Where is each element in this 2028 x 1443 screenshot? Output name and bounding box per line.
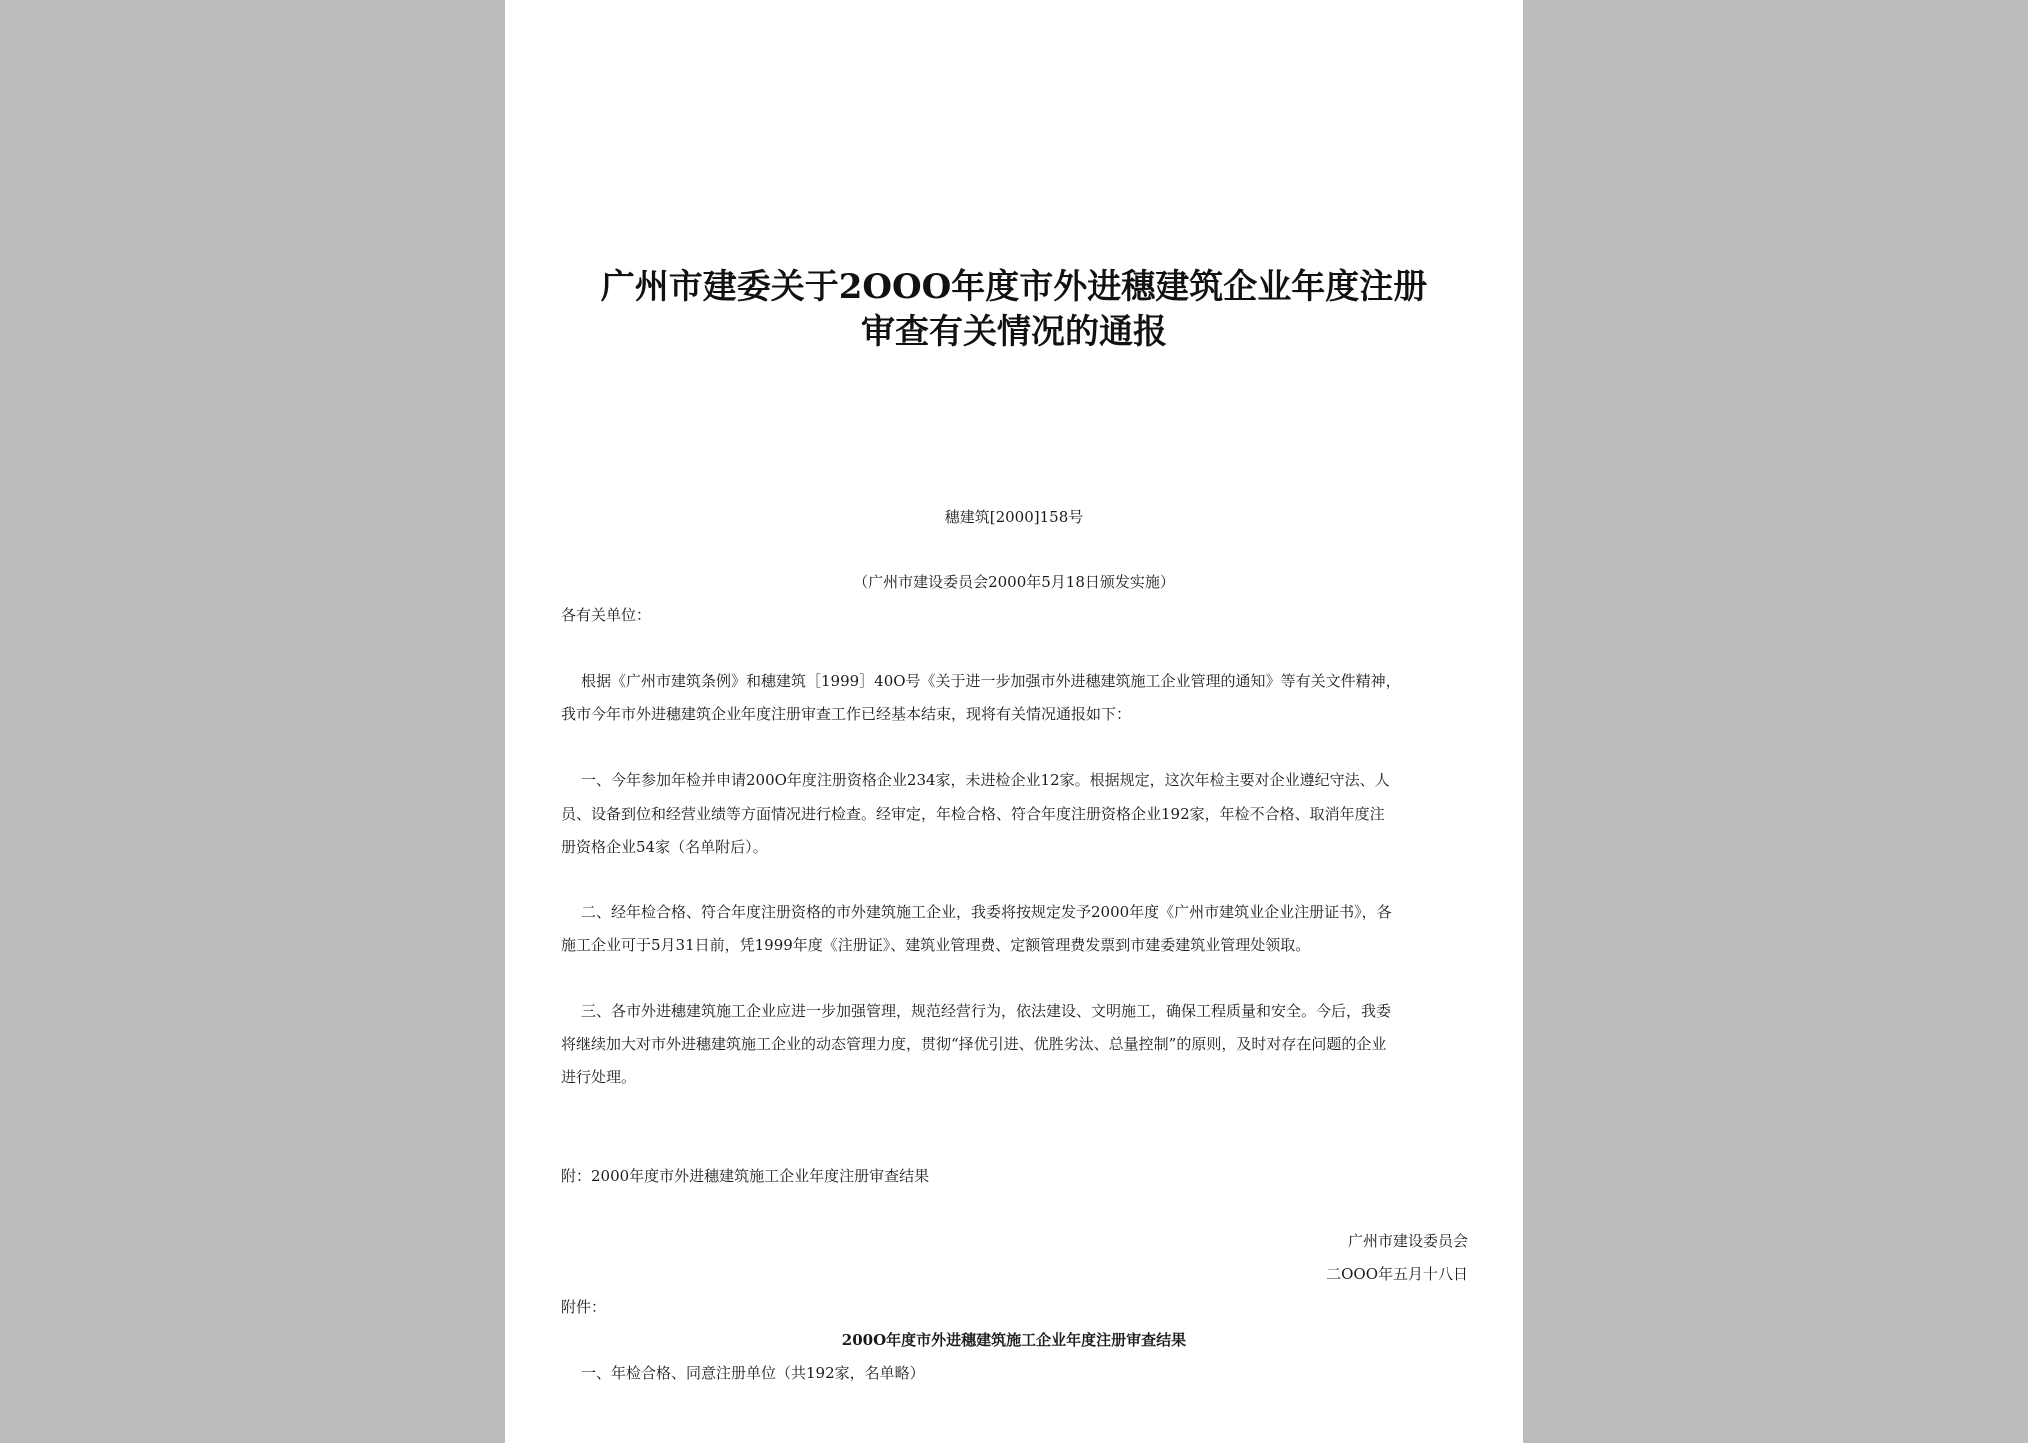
para-2-line-1: 二、经年检合格、符合年度注册资格的市外建筑施工企业，我委将按规定发予2000年度《广州市建筑业企业注册证书》，各: [581, 903, 1392, 921]
para-3-line-1: 三、各市外进穗建筑施工企业应进一步加强管理，规范经营行为，依法建设、文明施工，确保工程质量和安全。今后，我委: [581, 1002, 1392, 1020]
para-1-line-3: 册资格企业54家（名单附后）。: [561, 838, 768, 856]
annex-label: 附件：: [561, 1298, 607, 1316]
para-1-line-1: 一、今年参加年检并申请200O年度注册资格企业234家，未进检企业12家。根据规定，这次年检主要对企业遵纪守法、人: [581, 771, 1390, 789]
para-1-line-2: 员、设备到位和经营业绩等方面情况进行检查。经审定，年检合格、符合年度注册资格企业192家，年检不合格、取消年度注: [561, 805, 1385, 823]
para-3-line-2: 将继续加大对市外进穗建筑施工企业的动态管理力度，贯彻“择优引进、优胜劣汰、总量控制”的原则，及时对存在问题的企业: [561, 1035, 1387, 1053]
document-title-line-1: 广州市建委关于2OOO年度市外进穗建筑企业年度注册: [600, 267, 1428, 307]
intro-line-2: 我市今年市外进穗建筑企业年度注册审查工作已经基本结束，现将有关情况通报如下：: [561, 705, 1132, 723]
document-title-line-2: 审查有关情况的通报: [861, 312, 1167, 352]
signer: 广州市建设委员会: [1347, 1232, 1468, 1250]
signing-date: 二OOO年五月十八日: [1326, 1265, 1468, 1283]
annex-title: 200O年度市外进穗建筑施工企业年度注册审查结果: [841, 1331, 1187, 1349]
document-number: 穗建筑[2000]158号: [944, 508, 1084, 526]
para-3-line-3: 进行处理。: [561, 1068, 637, 1086]
annex-item-1: 一、年检合格、同意注册单位（共192家，名单略）: [581, 1364, 925, 1382]
document-page: [505, 0, 1523, 1443]
issued-by: （广州市建设委员会2000年5月18日颁发实施）: [853, 573, 1175, 591]
intro-line-1: 根据《广州市建筑条例》和穗建筑［1999］40O号《关于进一步加强市外进穗建筑施工企业管理的通知》等有关文件精神，: [581, 672, 1401, 690]
attachment-note: 附：2000年度市外进穗建筑施工企业年度注册审查结果: [561, 1167, 930, 1185]
salutation: 各有关单位：: [561, 606, 652, 624]
para-2-line-2: 施工企业可于5月31日前，凭1999年度《注册证》、建筑业管理费、定额管理费发票到市建委建筑业管理处领取。: [561, 936, 1311, 954]
